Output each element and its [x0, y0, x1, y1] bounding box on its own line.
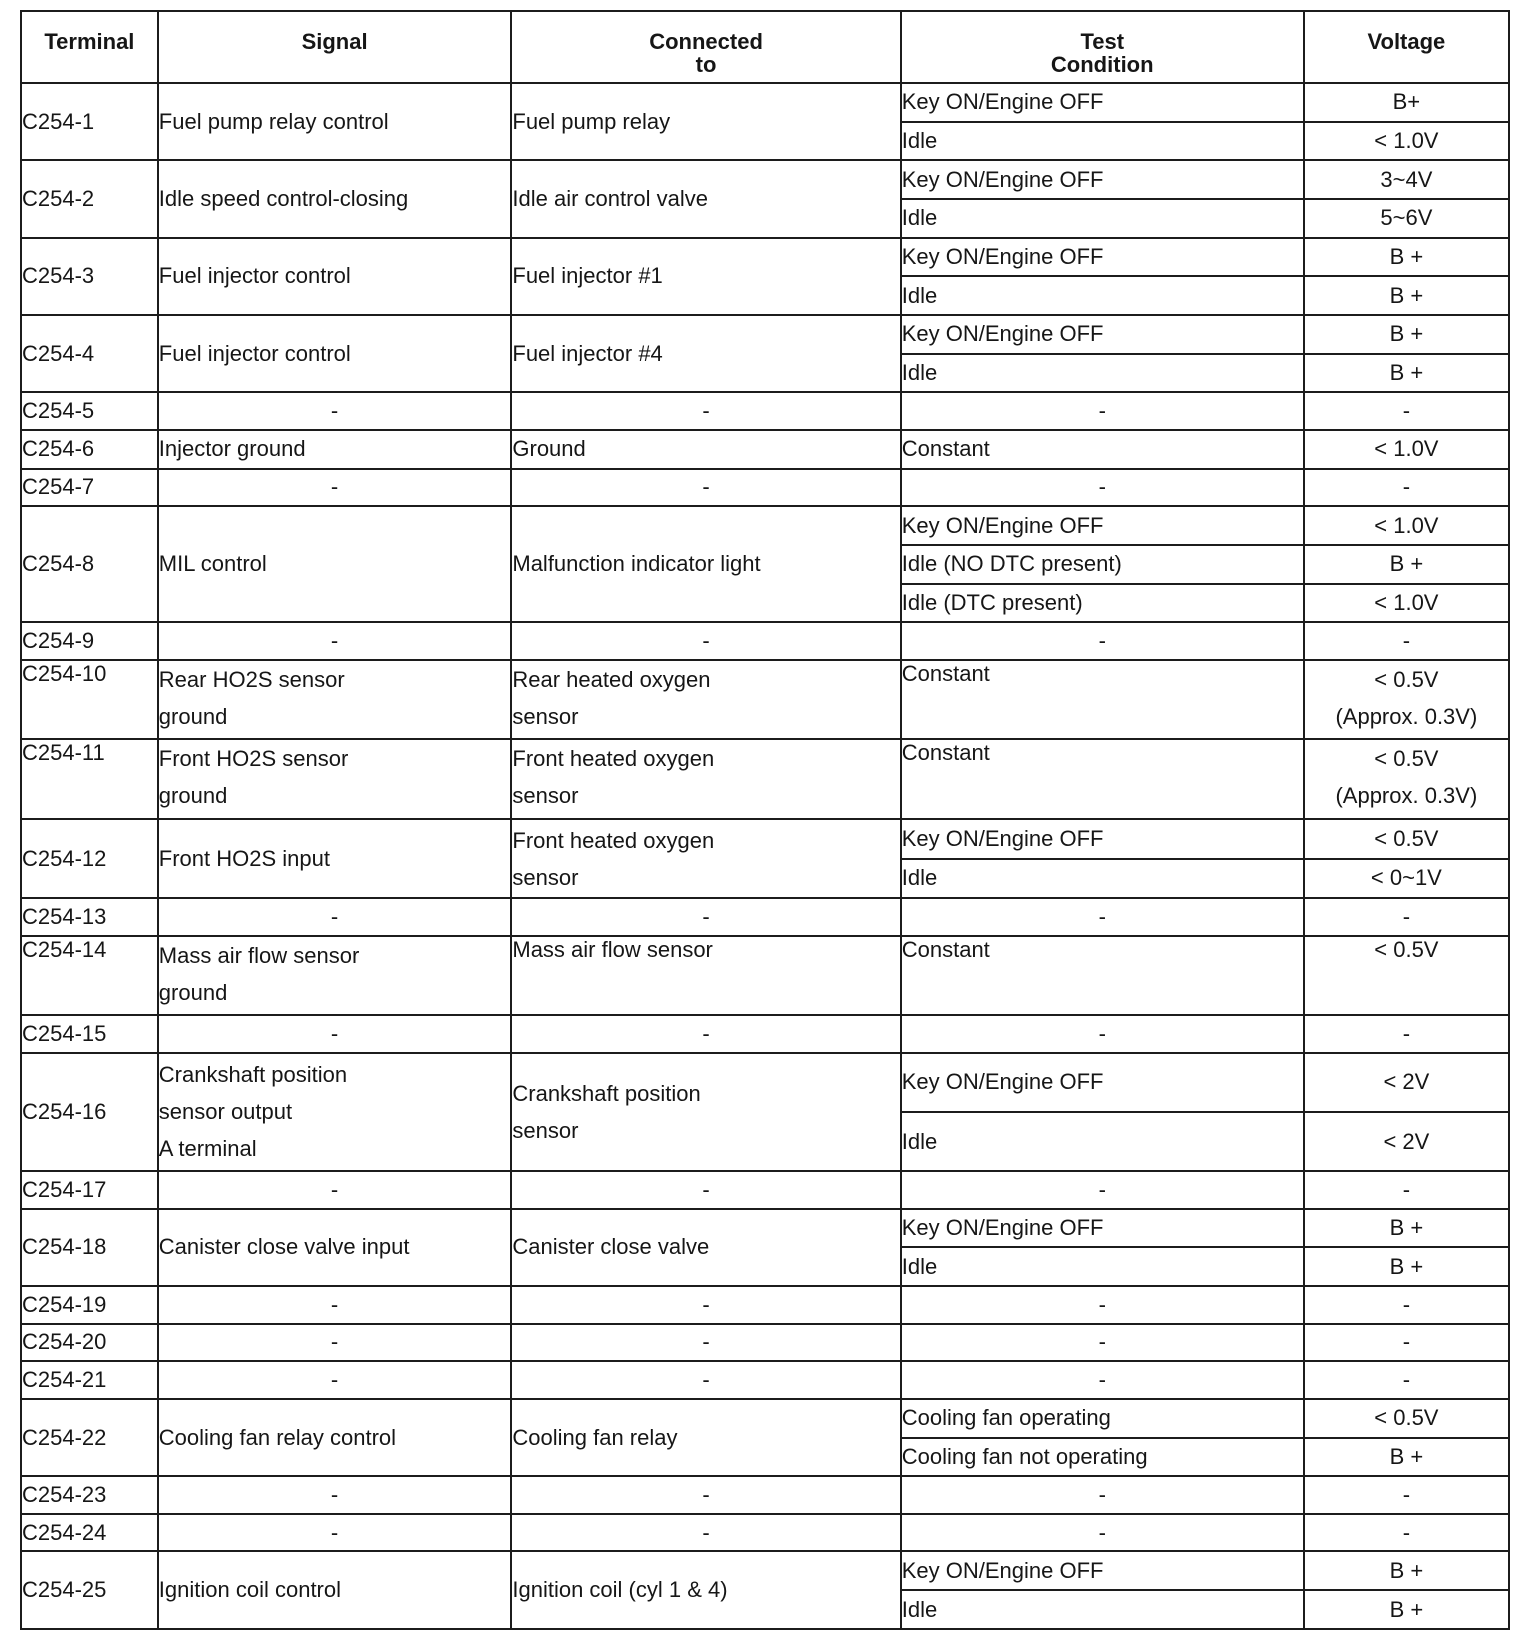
test-condition-cell: Key ON/Engine OFF: [901, 315, 1304, 354]
terminal-cell: C254-15: [21, 1015, 158, 1053]
table-row: [21, 506, 1509, 545]
voltage-cell: 3~4V: [1304, 160, 1509, 199]
connected-to-cell: Mass air flow sensor: [511, 936, 900, 1015]
signal-cell: [158, 936, 512, 1015]
header-connected-line1: Connected: [649, 29, 763, 54]
connected-to-cell: [511, 660, 900, 739]
header-connected-to: [511, 11, 900, 83]
table-row: [21, 1514, 1509, 1552]
header-test-condition: [901, 11, 1304, 83]
signal-line: sensor output: [158, 1099, 293, 1125]
test-condition-cell: -: [901, 1324, 1304, 1362]
test-condition-cell: Constant: [901, 739, 1304, 818]
terminal-cell: C254-23: [21, 1476, 158, 1514]
terminal-cell: C254-2: [21, 160, 158, 237]
test-condition-cell: -: [901, 898, 1304, 936]
test-condition-cell: Idle: [901, 1247, 1304, 1286]
voltage-cell: < 1.0V: [1304, 584, 1509, 623]
test-condition-cell: Idle: [901, 199, 1304, 238]
signal-cell: [158, 660, 512, 739]
connected-to-cell: -: [511, 392, 900, 430]
table-row: [21, 622, 1509, 660]
connected-to-cell: [511, 1053, 900, 1171]
test-condition-cell: -: [901, 1171, 1304, 1209]
test-condition-cell: Key ON/Engine OFF: [901, 83, 1304, 122]
voltage-cell: -: [1304, 392, 1509, 430]
voltage-approx-line: (Approx. 0.3V): [1335, 703, 1478, 729]
voltage-line: < 0.5V: [1374, 666, 1439, 692]
connected-line: sensor: [512, 703, 579, 729]
terminal-cell: C254-24: [21, 1514, 158, 1552]
voltage-cell: B +: [1304, 238, 1509, 277]
terminal-cell: C254-18: [21, 1209, 158, 1286]
test-condition-cell: Key ON/Engine OFF: [901, 160, 1304, 199]
signal-cell: Idle speed control-closing: [158, 160, 512, 237]
table-row: [21, 898, 1509, 936]
test-condition-cell: -: [901, 622, 1304, 660]
test-condition-cell: Key ON/Engine OFF: [901, 1551, 1304, 1590]
voltage-cell: B +: [1304, 1590, 1509, 1629]
terminal-cell: C254-4: [21, 315, 158, 392]
terminal-cell: C254-6: [21, 430, 158, 469]
connected-to-cell: -: [511, 1476, 900, 1514]
signal-cell: [158, 739, 512, 818]
test-condition-cell: -: [901, 1286, 1304, 1324]
terminal-cell: C254-16: [21, 1053, 158, 1171]
test-condition-cell: Cooling fan operating: [901, 1399, 1304, 1438]
table-row: [21, 1053, 1509, 1112]
voltage-cell: -: [1304, 898, 1509, 936]
test-condition-cell: Constant: [901, 430, 1304, 469]
signal-cell: Fuel injector control: [158, 315, 512, 392]
voltage-cell: B+: [1304, 83, 1509, 122]
test-condition-cell: Idle: [901, 1590, 1304, 1629]
test-condition-cell: -: [901, 1514, 1304, 1552]
test-condition-cell: Idle: [901, 276, 1304, 315]
table-row: [21, 1286, 1509, 1324]
connected-to-cell: -: [511, 1514, 900, 1552]
terminal-cell: C254-25: [21, 1551, 158, 1629]
test-condition-cell: Idle: [901, 122, 1304, 161]
voltage-cell: -: [1304, 1324, 1509, 1362]
voltage-cell: -: [1304, 1286, 1509, 1324]
signal-cell: Fuel pump relay control: [158, 83, 512, 160]
signal-cell: Fuel injector control: [158, 238, 512, 315]
terminal-cell: C254-8: [21, 506, 158, 622]
connected-to-cell: -: [511, 622, 900, 660]
signal-cell: -: [158, 1324, 512, 1362]
table-row: [21, 1399, 1509, 1438]
table-row: [21, 1476, 1509, 1514]
test-condition-cell: Key ON/Engine OFF: [901, 1053, 1304, 1112]
connected-to-cell: Fuel injector #4: [511, 315, 900, 392]
test-condition-cell: -: [901, 1015, 1304, 1053]
voltage-cell: < 1.0V: [1304, 506, 1509, 545]
connected-to-cell: -: [511, 1324, 900, 1362]
voltage-cell: < 2V: [1304, 1053, 1509, 1112]
table-row: [21, 1551, 1509, 1590]
voltage-cell: -: [1304, 1171, 1509, 1209]
terminal-cell: C254-17: [21, 1171, 158, 1209]
signal-cell: -: [158, 1514, 512, 1552]
voltage-cell: < 1.0V: [1304, 430, 1509, 469]
connected-line: Front heated oxygen: [512, 827, 715, 853]
voltage-cell: -: [1304, 1514, 1509, 1552]
signal-cell: -: [158, 898, 512, 936]
connected-to-cell: Canister close valve: [511, 1209, 900, 1286]
connected-to-cell: Ignition coil (cyl 1 & 4): [511, 1551, 900, 1629]
terminal-cell: C254-3: [21, 238, 158, 315]
voltage-cell: B +: [1304, 545, 1509, 584]
voltage-cell: 5~6V: [1304, 199, 1509, 238]
table-row: [21, 1361, 1509, 1399]
table-row: [21, 1209, 1509, 1248]
signal-line: ground: [158, 703, 228, 729]
voltage-cell: -: [1304, 622, 1509, 660]
signal-cell: -: [158, 1015, 512, 1053]
signal-line: Mass air flow sensor: [158, 942, 360, 968]
terminal-cell: C254-10: [21, 660, 158, 739]
terminal-cell: C254-9: [21, 622, 158, 660]
connected-to-cell: [511, 739, 900, 818]
table-row: [21, 160, 1509, 199]
table-row: [21, 819, 1509, 859]
pin-table-page: [20, 10, 1510, 1630]
connected-line: Crankshaft position: [512, 1080, 701, 1106]
terminal-cell: C254-19: [21, 1286, 158, 1324]
signal-cell: Front HO2S input: [158, 819, 512, 898]
voltage-cell: B +: [1304, 1551, 1509, 1590]
test-condition-cell: Idle: [901, 1112, 1304, 1171]
table-row: [21, 936, 1509, 1015]
test-condition-cell: -: [901, 392, 1304, 430]
voltage-cell: < 2V: [1304, 1112, 1509, 1171]
connected-line: sensor: [512, 864, 579, 890]
test-condition-cell: Constant: [901, 660, 1304, 739]
signal-line: ground: [158, 783, 228, 809]
terminal-cell: C254-20: [21, 1324, 158, 1362]
test-condition-cell: Key ON/Engine OFF: [901, 1209, 1304, 1248]
test-condition-cell: -: [901, 1476, 1304, 1514]
signal-cell: -: [158, 1361, 512, 1399]
signal-cell: Ignition coil control: [158, 1551, 512, 1629]
voltage-cell: -: [1304, 1476, 1509, 1514]
header-test-line2: Condition: [1050, 52, 1154, 77]
voltage-cell: -: [1304, 469, 1509, 507]
test-condition-cell: Constant: [901, 936, 1304, 1015]
voltage-cell: -: [1304, 1015, 1509, 1053]
connected-line: Rear heated oxygen: [512, 666, 711, 692]
test-condition-cell: Key ON/Engine OFF: [901, 819, 1304, 859]
connected-to-cell: Fuel injector #1: [511, 238, 900, 315]
terminal-cell: C254-1: [21, 83, 158, 160]
terminal-cell: C254-21: [21, 1361, 158, 1399]
voltage-cell: < 0.5V: [1304, 936, 1509, 1015]
voltage-cell: < 1.0V: [1304, 122, 1509, 161]
connected-to-cell: Cooling fan relay: [511, 1399, 900, 1476]
header-connected-line2: to: [695, 52, 717, 77]
terminal-cell: C254-22: [21, 1399, 158, 1476]
voltage-approx-line: (Approx. 0.3V): [1335, 783, 1478, 809]
signal-cell: Cooling fan relay control: [158, 1399, 512, 1476]
connected-to-cell: -: [511, 898, 900, 936]
table-row: [21, 660, 1509, 739]
voltage-cell: < 0~1V: [1304, 859, 1509, 899]
connected-to-cell: -: [511, 1171, 900, 1209]
header-signal: Signal: [158, 11, 512, 83]
test-condition-cell: Idle: [901, 354, 1304, 393]
test-condition-cell: Cooling fan not operating: [901, 1438, 1304, 1477]
signal-line: Rear HO2S sensor: [158, 666, 345, 692]
terminal-voltage-table: [20, 10, 1510, 1630]
voltage-cell: B +: [1304, 1438, 1509, 1477]
connected-to-cell: -: [511, 1015, 900, 1053]
signal-line: Crankshaft position: [158, 1062, 348, 1088]
terminal-cell: C254-13: [21, 898, 158, 936]
test-condition-cell: Idle: [901, 859, 1304, 899]
voltage-cell: [1304, 660, 1509, 739]
voltage-cell: B +: [1304, 1247, 1509, 1286]
table-row: [21, 1015, 1509, 1053]
signal-cell: Canister close valve input: [158, 1209, 512, 1286]
table-row: [21, 392, 1509, 430]
signal-cell: -: [158, 622, 512, 660]
connected-to-cell: Fuel pump relay: [511, 83, 900, 160]
terminal-cell: C254-11: [21, 739, 158, 818]
table-row: [21, 83, 1509, 122]
signal-cell: -: [158, 1476, 512, 1514]
voltage-cell: B +: [1304, 354, 1509, 393]
connected-to-cell: Malfunction indicator light: [511, 506, 900, 622]
header-terminal: Terminal: [21, 11, 158, 83]
terminal-cell: C254-7: [21, 469, 158, 507]
table-row: [21, 315, 1509, 354]
voltage-cell: -: [1304, 1361, 1509, 1399]
signal-cell: -: [158, 392, 512, 430]
connected-line: Front heated oxygen: [512, 746, 715, 772]
connected-to-cell: -: [511, 1361, 900, 1399]
table-row: [21, 1171, 1509, 1209]
table-row: [21, 469, 1509, 507]
header-voltage: Voltage: [1304, 11, 1509, 83]
table-header-row: [21, 11, 1509, 83]
connected-to-cell: -: [511, 1286, 900, 1324]
voltage-cell: B +: [1304, 315, 1509, 354]
voltage-line: < 0.5V: [1374, 746, 1439, 772]
signal-cell: MIL control: [158, 506, 512, 622]
terminal-cell: C254-5: [21, 392, 158, 430]
voltage-cell: B +: [1304, 276, 1509, 315]
signal-cell: -: [158, 1171, 512, 1209]
signal-line: Front HO2S sensor: [158, 746, 349, 772]
terminal-cell: C254-14: [21, 936, 158, 1015]
table-body: [21, 83, 1509, 1629]
connected-line: sensor: [512, 1117, 579, 1143]
connected-to-cell: Idle air control valve: [511, 160, 900, 237]
signal-line: ground: [158, 979, 228, 1005]
table-row: [21, 430, 1509, 469]
connected-to-cell: Ground: [511, 430, 900, 469]
test-condition-cell: -: [901, 1361, 1304, 1399]
table-row: [21, 238, 1509, 277]
test-condition-cell: Idle (NO DTC present): [901, 545, 1304, 584]
signal-cell: -: [158, 469, 512, 507]
signal-cell: -: [158, 1286, 512, 1324]
signal-cell: Injector ground: [158, 430, 512, 469]
terminal-cell: C254-12: [21, 819, 158, 898]
voltage-cell: B +: [1304, 1209, 1509, 1248]
test-condition-cell: -: [901, 469, 1304, 507]
voltage-cell: < 0.5V: [1304, 819, 1509, 859]
header-test-line1: Test: [1080, 29, 1125, 54]
table-row: [21, 739, 1509, 818]
signal-cell: [158, 1053, 512, 1171]
table-row: [21, 1324, 1509, 1362]
test-condition-cell: Key ON/Engine OFF: [901, 238, 1304, 277]
voltage-cell: < 0.5V: [1304, 1399, 1509, 1438]
connected-to-cell: -: [511, 469, 900, 507]
connected-to-cell: [511, 819, 900, 898]
connected-line: sensor: [512, 783, 579, 809]
test-condition-cell: Key ON/Engine OFF: [901, 506, 1304, 545]
test-condition-cell: Idle (DTC present): [901, 584, 1304, 623]
voltage-cell: [1304, 739, 1509, 818]
signal-line: A terminal: [158, 1136, 257, 1162]
